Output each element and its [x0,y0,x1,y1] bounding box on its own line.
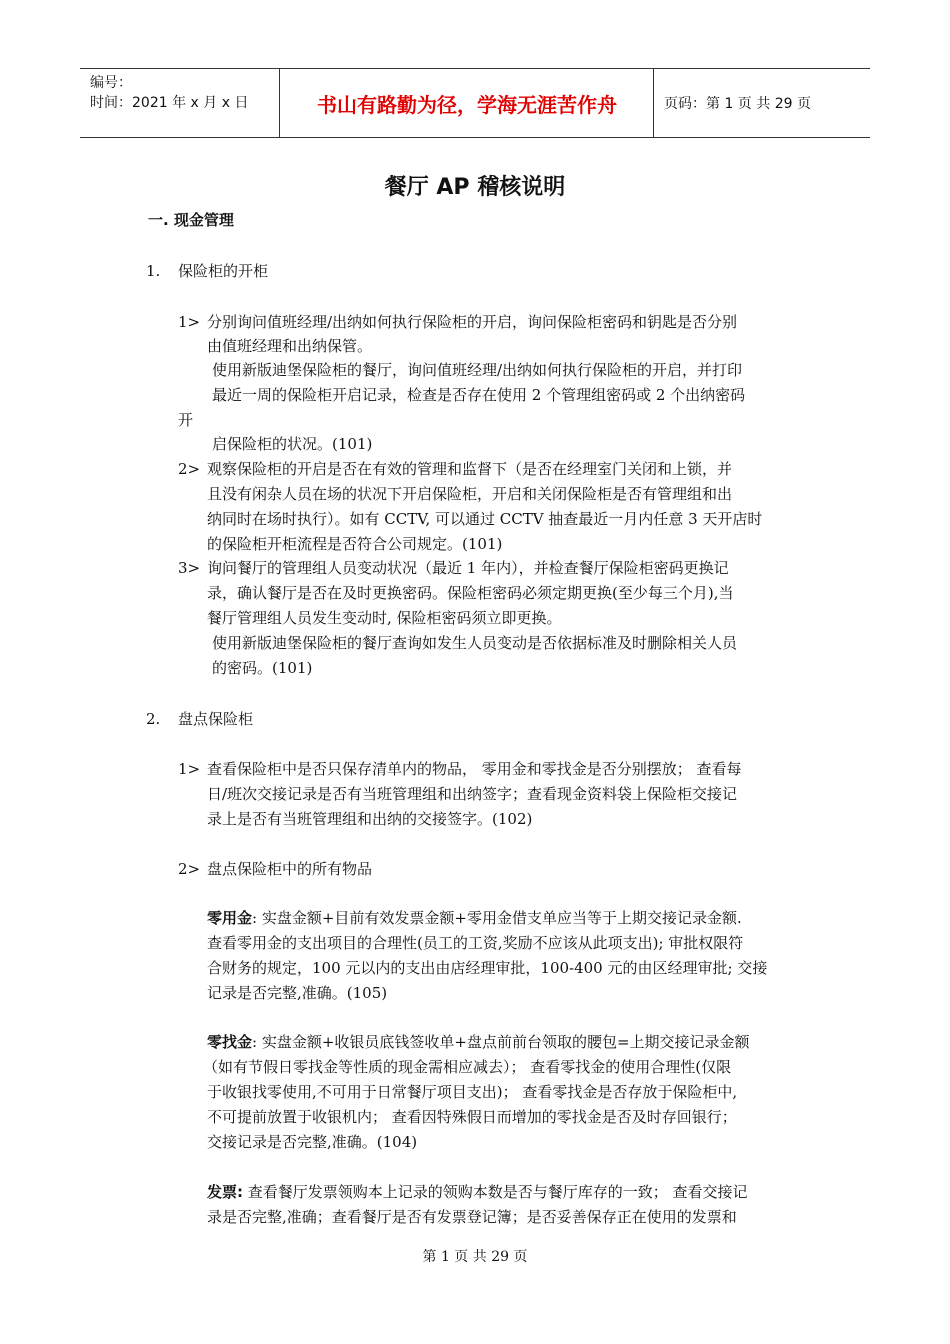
petty-line3: 合财务的规定，100 元以内的支出由店经理审批，100-400 元的由区经理审批; 交接 [207,959,768,977]
item1-num: 1. [146,262,161,280]
i1-1-line4: 最近一周的保险柜开启记录，检查是否存在使用 2 个管理组密码或 2 个出纳密码 [212,386,746,404]
header-motto: 书山有路勤为径，学海无涯苦作舟 [281,69,654,137]
i2-1-line2: 日/班次交接记录是否有当班管理组和出纳签字；查看现金资料袋上保险柜交接记 [207,785,738,803]
i1-2-line4: 的保险柜开柜流程是否符合公司规定。(101) [207,535,503,553]
petty-line1 [207,906,742,930]
i1-3-line1: 询问餐厅的管理组人员变动状况（最近 1 年内），并检查餐厅保险柜密码更换记 [207,559,729,577]
petty-label: 零用金 [207,909,253,927]
i2-1-num: 1> [178,760,201,778]
invoice-line1 [207,1180,748,1204]
time-label: 时间：2021 年 x 月 x 日 [90,95,249,111]
i2-2-num: 2> [178,860,201,878]
petty-line1-text: : 实盘金额+目前有效发票金额+零用金借支单应当等于上期交接记录金额. [252,909,742,927]
i2-1-line3: 录上是否有当班管理组和出纳的交接签字。(102) [207,810,533,828]
i1-2-num: 2> [178,460,201,478]
i1-3-line3: 餐厅管理组人员发生变动时, 保险柜密码须立即更换。 [207,609,562,627]
i1-2-line1: 观察保险柜的开启是否在有效的管理和监督下（是否在经理室门关闭和上锁，并 [207,460,733,478]
invoice-label: 发票: [207,1183,243,1201]
i1-2-line3: 纳同时在场时执行）。如有 CCTV, 可以通过 CCTV 抽查最近一月内任意 3 天开店时 [207,510,763,528]
change-label: 零找金 [207,1033,253,1051]
i1-1-line3: 使用新版迪堡保险柜的餐厅，询问值班经理/出纳如何执行保险柜的开启，并打印 [212,361,743,379]
invoice-line2: 录是否完整,准确；查看餐厅是否有发票登记簿；是否妥善保存正在使用的发票和 [207,1208,737,1226]
i2-2-title: 盘点保险柜中的所有物品 [207,860,373,878]
i1-3-line4: 使用新版迪堡保险柜的餐厅查询如发生人员变动是否依据标准及时删除相关人员 [212,634,738,652]
item2-title: 盘点保险柜 [178,710,254,728]
change-line2: （如有节假日零找金等性质的现金需相应减去）； 查看零找金的使用合理性(仅限 [203,1058,732,1076]
page-header [80,68,870,138]
page-footer: 第 1 页 共 29 页 [422,1249,528,1265]
number-label: 编号： [90,75,132,91]
change-line4: 不可提前放置于收银机内； 查看因特殊假日而增加的零找金是否及时存回银行； [207,1108,737,1126]
i1-3-line5: 的密码。(101) [212,659,313,677]
i1-1-line6: 启保险柜的状况。(101) [212,435,373,453]
i1-3-line2: 录，确认餐厅是否在及时更换密码。保险柜密码必须定期更换(至少每三个月),当 [207,584,734,602]
i1-3-num: 3> [178,559,201,577]
petty-line2: 查看零用金的支出项目的合理性(员工的工资,奖励不应该从此项支出); 审批权限符 [207,934,744,952]
change-line1 [207,1030,750,1054]
change-line5: 交接记录是否完整,准确。(104) [207,1133,418,1151]
i2-1-line1: 查看保险柜中是否只保存清单内的物品， 零用金和零找金是否分别摆放； 查看每 [207,760,742,778]
item2-num: 2. [146,710,161,728]
header-page-label: 页码：第 1 页 共 29 页 [664,96,811,112]
i1-1-line5: 开 [178,411,194,429]
i1-2-line2: 且没有闲杂人员在场的状况下开启保险柜，开启和关闭保险柜是否有管理组和出 [207,485,733,503]
header-meta [80,69,280,137]
section-heading-cash: 一. 现金管理 [148,211,234,229]
i1-1-num: 1> [178,313,201,331]
i1-1-line1: 分别询问值班经理/出纳如何执行保险柜的开启，询问保险柜密码和钥匙是否分别 [207,313,738,331]
change-line3: 于收银找零使用,不可用于日常餐厅项目支出)； 查看零找金是否存放于保险柜中, [207,1083,738,1101]
petty-line4: 记录是否完整,准确。(105) [207,984,388,1002]
i1-1-line2: 由值班经理和出纳保管。 [207,337,373,355]
document-title: 餐厅 AP 稽核说明 [384,175,566,200]
change-line1-text: : 实盘金额+收银员底钱签收单+盘点前前台领取的腰包=上期交接记录金额 [252,1033,750,1051]
item1-title: 保险柜的开柜 [178,262,269,280]
invoice-line1-text: 查看餐厅发票领购本上记录的领购本数是否与餐厅库存的一致； 查看交接记 [243,1183,748,1201]
